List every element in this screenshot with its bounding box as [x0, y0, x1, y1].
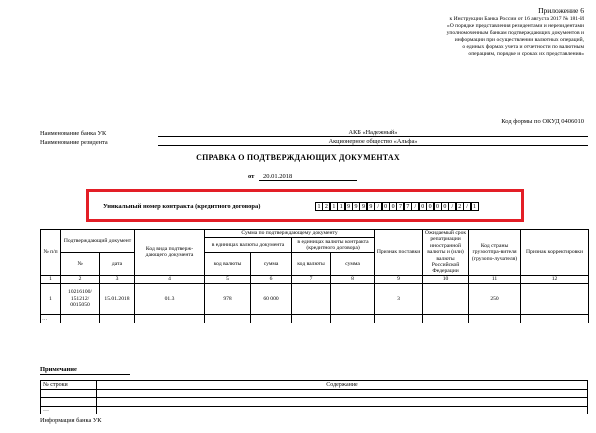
appendix-line: «О порядке представления резидентами и нерезидентами: [446, 23, 584, 29]
repatriation-term: [423, 283, 469, 314]
contract-char-cell: /: [463, 202, 471, 211]
notes-header-row: [41, 381, 588, 390]
appendix-line: о единых формах учета и отчетности по валютным: [462, 44, 584, 50]
column-number-row: [41, 275, 589, 283]
contract-char-cell: 0: [382, 202, 390, 211]
header-amount-2: сумма: [331, 252, 375, 275]
header-doc-kind: Код вида подтверж-дающего документа: [135, 230, 205, 276]
correction-sign: [521, 283, 589, 314]
contract-char-cell: 2: [322, 202, 330, 211]
contract-char-cell: 9: [367, 202, 375, 211]
contract-char-cell: 0: [389, 202, 397, 211]
appendix-line: к Инструкции Банка России от 16 августа 2017 № 181-И: [449, 16, 584, 22]
bank-information-label: Информация банка УК: [40, 417, 102, 424]
resident-name-label: Наименование резидента: [40, 139, 108, 146]
date-value: 20.01.2018: [259, 173, 357, 181]
resident-name-row: [40, 137, 588, 146]
column-number: 5: [205, 275, 251, 283]
notes-table: [40, 380, 588, 414]
date-label: от: [248, 173, 255, 180]
column-number: 6: [251, 275, 292, 283]
notes-col-content: Содержание: [97, 381, 588, 390]
contract-char-cell: /: [374, 202, 382, 211]
contract-char-cell: 0: [426, 202, 434, 211]
doc-kind-code: 01.3: [135, 283, 205, 314]
header-supply-sign: Признак поставки: [375, 230, 423, 276]
column-number: 11: [469, 275, 521, 283]
column-number: 7: [292, 275, 331, 283]
doc-number: 10216100/ 151212/ 0015050: [61, 283, 100, 314]
bank-name-value: АКБ «Надежный»: [158, 129, 588, 138]
date-line: [248, 173, 357, 181]
contract-char-cell: 1: [337, 202, 345, 211]
bank-name-row: [40, 128, 588, 137]
header-repatriation-term: Ожидаемый срок репатриации иностранной валюты и (или) валюты Российской Федерации: [423, 230, 469, 276]
notes-ellipsis-row: [41, 406, 588, 414]
contract-number-cells: [315, 202, 478, 211]
contract-number-label: Уникальный номер контракта (кредитного договора): [103, 203, 261, 210]
column-number: 2: [61, 275, 100, 283]
appendix-line: уполномоченным банкам подтверждающих документов и: [446, 30, 584, 36]
header-amount: сумма: [251, 252, 292, 275]
supply-sign: 3: [375, 283, 423, 314]
contract-char-cell: /: [411, 202, 419, 211]
column-number: 1: [41, 275, 61, 283]
contract-char-cell: 7: [396, 202, 404, 211]
currency-code: 978: [205, 283, 251, 314]
header-currency-code-2: код валюты: [292, 252, 331, 275]
header-docs: Подтверждающий документ: [61, 230, 135, 253]
amount: 60 000: [251, 283, 292, 314]
row-number: 1: [41, 283, 61, 314]
contract-char-cell: 1: [330, 202, 338, 211]
appendix-line: информации при осуществлении валютных операций,: [454, 37, 584, 43]
appendix-header: [284, 6, 584, 58]
column-number: 3: [100, 275, 135, 283]
contract-char-cell: 1: [471, 202, 479, 211]
header-doc-date: дата: [100, 252, 135, 275]
header-correction-sign: Признак корректировки: [521, 230, 589, 276]
contract-char-cell: 9: [359, 202, 367, 211]
bank-name-label: Наименование банка УК: [40, 130, 107, 137]
header-sum-doc-currency: в единицах валюты документа: [205, 237, 292, 252]
amount-2: [331, 283, 375, 314]
column-number: 8: [331, 275, 375, 283]
ellipsis: …: [41, 314, 61, 323]
okud-code: Код формы по ОКУД 0406010: [501, 118, 584, 125]
notes-title: Примечание: [40, 366, 130, 375]
header-doc-number: №: [61, 252, 100, 275]
resident-name-value: Акционерное общество «Альфа»: [158, 138, 588, 147]
contract-char-cell: 2: [456, 202, 464, 211]
header-sum: Сумма по подтверждающему документу: [205, 230, 375, 238]
contract-char-cell: 7: [404, 202, 412, 211]
currency-code-2: [292, 283, 331, 314]
column-number: 12: [521, 275, 589, 283]
header-currency-code: код валюты: [205, 252, 251, 275]
header-num: № п/п: [41, 230, 61, 276]
column-number: 4: [135, 275, 205, 283]
contract-char-cell: 9: [345, 202, 353, 211]
bank-info-block: [40, 128, 588, 146]
contract-char-cell: 1: [315, 202, 323, 211]
contract-number-highlight: [86, 189, 524, 222]
doc-date: 15.01.2018: [100, 283, 135, 314]
ellipsis-row: [41, 314, 589, 323]
column-number: 9: [375, 275, 423, 283]
column-number: 10: [423, 275, 469, 283]
notes-ellipsis: …: [41, 406, 97, 414]
header-country-code: Код страны грузоотпра-вителя (грузопо-лучателя): [469, 230, 521, 276]
header-row: [41, 230, 589, 238]
appendix-title: Приложение 6: [538, 6, 584, 15]
notes-row: [41, 398, 588, 407]
notes-col-row-number: № строки: [41, 381, 97, 390]
confirming-documents-table: [40, 229, 589, 323]
appendix-line: операциям, порядке и сроках их представления»: [468, 51, 584, 57]
contract-char-cell: 9: [352, 202, 360, 211]
contract-char-cell: 0: [434, 202, 442, 211]
notes-row: [41, 389, 588, 398]
table-row: [41, 283, 589, 314]
country-code: 250: [469, 283, 521, 314]
header-sum-contract-currency: в единицах валюты контракта (кредитного договора): [292, 237, 375, 252]
contract-char-cell: 0: [419, 202, 427, 211]
contract-char-cell: 0: [441, 202, 449, 211]
contract-char-cell: /: [448, 202, 456, 211]
document-title: СПРАВКА О ПОДТВЕРЖДАЮЩИХ ДОКУМЕНТАХ: [196, 153, 400, 162]
